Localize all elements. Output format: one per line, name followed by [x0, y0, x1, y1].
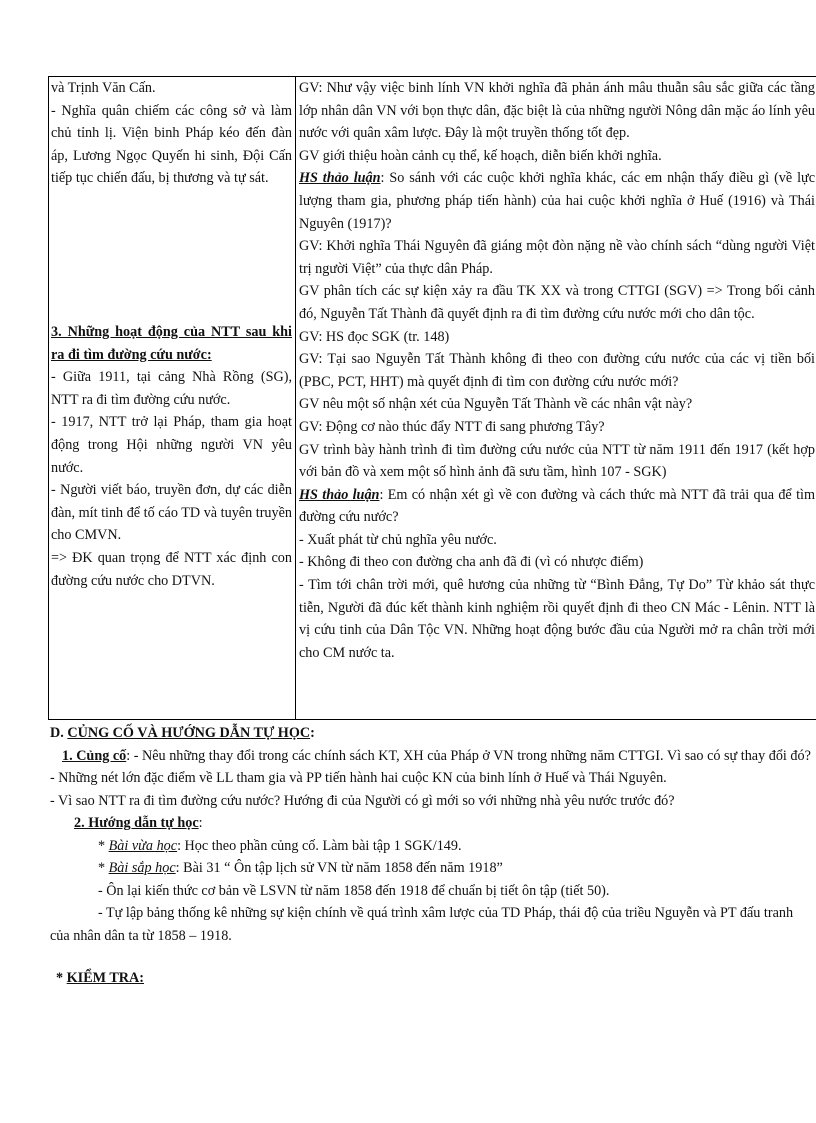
teacher-note: GV: Động cơ nào thúc đẩy NTT đi sang phương Tây? [299, 418, 605, 435]
next-lesson-text: : Bài 31 “ Ôn tập lịch sử VN từ năm 1858 đến năm 1918” [175, 860, 503, 876]
answer-line: - Tìm tới chân trời mới, quê hương của những từ “Bình Đẳng, Tự Do” Từ khảo sát thực tiễn, Người đã đúc kết thành kinh nghiệm rồi quyết định đi theo CN Mác - Lênin. NTT là vị cứu tinh của Dân Tộc VN. Những hoạt động bước đầu của Người mở ra chân trời mới cho CM nước ta. [299, 577, 815, 661]
next-lesson-task: - Tự lập bảng thống kê những sự kiện chính về quá trình xâm lược của TD Pháp, thái độ của triều Nguyễn và PT đấu tranh của nhân dân ta từ 1858 – 1918. [50, 905, 794, 944]
section-d-prefix: D. [50, 725, 68, 741]
section-d-colon: : [310, 725, 315, 741]
teacher-note: GV: Như vậy việc binh lính VN khởi nghĩa đã phản ánh mâu thuẫn sâu sắc giữa các tầng lớp nhân dân VN với bọn thực dân, đặc biệt là của những người Nông dân mặc áo lính yêu nước với quân xâm lược. Đây là một truyền thống tốt đẹp. [299, 80, 815, 142]
check-prefix: * [56, 970, 67, 986]
self-study-colon: : [198, 815, 203, 831]
lesson-table [48, 76, 816, 720]
discussion-prompt [299, 167, 815, 235]
left-line-2: - Nghĩa quân chiếm các công sở và làm chủ tỉnh lị. Viện binh Pháp kéo đến đàn áp, Lương Ngọc Quyến hi sinh, Đội Cấn tiếp tục chiến đấu, bị thương và tự sát. [51, 102, 292, 187]
teacher-note: GV: Khởi nghĩa Thái Nguyên đã giáng một đòn nặng nề vào chính sách “dùng người Việt trị người Việt” của thực dân Pháp. [299, 238, 815, 277]
previous-lesson: * Bài vừa học: Học theo phần củng cố. Làm bài tập 1 SGK/149. [98, 837, 462, 854]
teacher-note: GV giới thiệu hoàn cảnh cụ thể, kế hoạch, diễn biến khởi nghĩa. [299, 147, 662, 164]
content-column [49, 77, 296, 719]
teacher-note: GV: HS đọc SGK (tr. 148) [299, 328, 450, 345]
section-d-title [50, 722, 816, 745]
answer-line: - Xuất phát từ chủ nghĩa yêu nước. [299, 531, 497, 548]
previous-lesson-text: : Học theo phần củng cố. Làm bài tập 1 SGK/149. [177, 837, 462, 854]
review-line: - Vì sao NTT ra đi tìm đường cứu nước? Hướng đi của Người có gì mới so với những nhà yêu nước trước đó? [50, 792, 675, 809]
teacher-note: GV: Tại sao Nguyễn Tất Thành không đi theo con đường cứu nước của các vị tiền bối (PBC, PCT, HHT) mà quyết định đi tìm con đường cứu nước mới? [299, 351, 815, 390]
section-3-item: - 1917, NTT trở lại Pháp, tham gia hoạt động trong Hội những người VN yêu nước. [51, 414, 292, 476]
section-d-heading: CỦNG CỐ VÀ HƯỚNG DẪN TỰ HỌC [67, 725, 311, 741]
next-lesson-label: Bài sắp học [108, 860, 176, 876]
left-line-1: và Trịnh Văn Cấn. [51, 80, 156, 96]
section-3-item: => ĐK quan trọng để NTT xác định con đường cứu nước cho DTVN. [51, 549, 292, 589]
activity-column [296, 77, 816, 719]
teacher-note: GV trình bày hành trình đi tìm đường cứu nước của NTT từ năm 1911 đến 1917 (kết hợp với bản đồ và xem một số hình ảnh đã sưu tầm, hình 107 - SGK) [299, 441, 815, 481]
self-study-title [50, 812, 816, 835]
check-label: KIỂM TRA: [66, 970, 145, 986]
section-3 [51, 321, 292, 592]
discussion-prompt [299, 484, 815, 529]
section-3-item: - Người viết báo, truyền đơn, dự các diễn đàn, mít tinh để tố cáo TD và tuyên truyền cho CMVN. [51, 482, 292, 544]
check-heading [56, 970, 144, 987]
next-lesson-task: - Ôn lại kiến thức cơ bản về LSVN từ năm 1858 đến 1918 để chuẩn bị tiết ôn tập (tiết 50). [98, 882, 610, 899]
section-3-item: - Giữa 1911, tại cảng Nhà Rồng (SG), NTT ra đi tìm đường cứu nước. [51, 369, 292, 408]
review-line: - Những nét lớn đặc điểm về LL tham gia và PP tiến hành hai cuộc KN của binh lính ở Huế và Thái Nguyên. [50, 770, 667, 786]
discussion-text: : Em có nhận xét gì về con đường và cách thức mà NTT đã trải qua để tìm đường cứu nước? [299, 486, 815, 526]
review-label: 1. Củng cố [62, 747, 127, 764]
next-lesson: * Bài sắp học: Bài 31 “ Ôn tập lịch sử VN từ năm 1858 đến năm 1918” [98, 860, 503, 876]
discussion-text: : So sánh với các cuộc khởi nghĩa khác, các em nhận thấy điều gì (về lực lượng tham gia, phương pháp tiến hành) của hai cuộc khởi nghĩa ở Huế (1916) và Thái Nguyên (1917)? [299, 170, 815, 232]
self-study-label: 2. Hướng dẫn tự học [74, 815, 199, 831]
discussion-label: HS thảo luận [299, 170, 381, 187]
previous-lesson-label: Bài vừa học [108, 837, 178, 854]
review-item [50, 745, 816, 768]
discussion-label: HS thảo luận [299, 486, 380, 503]
answer-line: - Không đi theo con đường cha anh đã đi (vì có nhược điểm) [299, 554, 644, 571]
teacher-note: GV nêu một số nhận xét của Nguyễn Tất Thành về các nhân vật này? [299, 396, 693, 413]
teacher-note: GV phân tích các sự kiện xảy ra đầu TK XX và trong CTTGI (SGV) => Trong bối cảnh đó, Nguyễn Tất Thành đã quyết định ra đi tìm đường cứu nước mới cho dân tộc. [299, 283, 815, 322]
section-d [50, 722, 816, 947]
review-text: : - Nêu những thay đổi trong các chính sách KT, XH của Pháp ở VN trong những năm CTTGI. Vì sao có sự thay đổi đó? [126, 747, 811, 764]
section-3-title: 3. Những hoạt động của NTT sau khi ra đi tìm đường cứu nước: [51, 324, 292, 363]
